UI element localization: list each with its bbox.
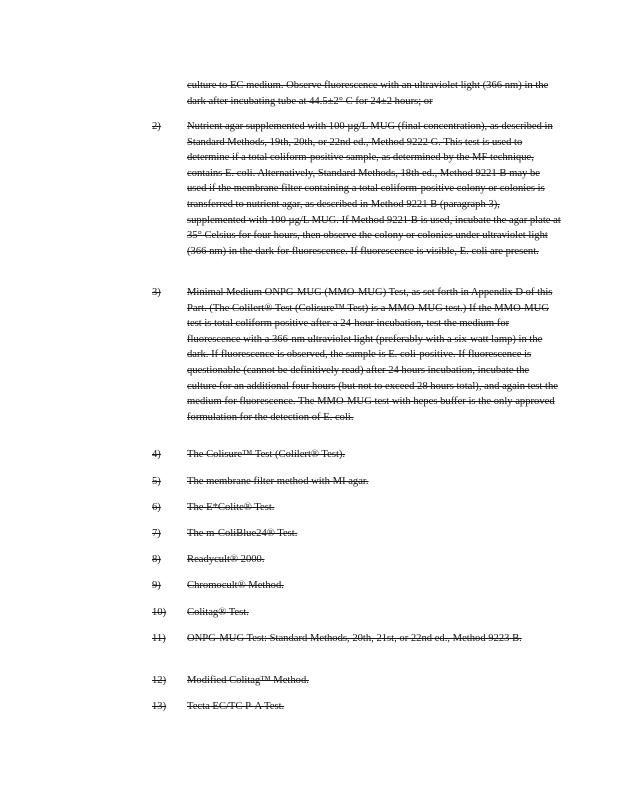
item-number: 10) [152, 607, 167, 618]
item-text: Readycult® 2000. [187, 554, 265, 565]
item-text: The m-ColiBlue24® Test. [187, 528, 298, 539]
item-number: 3) [152, 287, 161, 298]
item-text: Tecta EC/TC P-A Test. [187, 701, 285, 712]
item-text: Nutrient agar supplemented with 100 µg/L MUG (final concentration), as described in Standard Methods, 19th, 20th, or 22nd ed., Method 9222 G. This test is used to determine if a total coliform-positive sample, as determined by the MF technique, contains E. coli. Alternatively, Standard Methods, 18th ed., Method 9221 B may be used if the membrane filter containing a total coliform-positive colony or colonies is transferred to nutrient agar, as described in Method 9221 B (paragraph 3), supplemented with 100 µg/L MUG. If Method 9221 B is used, incubate the agar plate at 35° Celsius for four hours, then observe the colony or colonies under ultraviolet light (366 nm) in the dark for fluorescence. If fluorescence is visible, E. coli are present. [187, 121, 561, 257]
item-number: 13) [152, 701, 167, 712]
item-number: 2) [152, 121, 161, 132]
item-number: 8) [152, 554, 161, 565]
item-text: The membrane filter method with MI agar. [187, 476, 369, 487]
item-text: Modified Colitag™ Method. [187, 675, 309, 686]
item-number: 7) [152, 528, 161, 539]
item-text: The E*Colite® Test. [187, 502, 275, 513]
item-number: 4) [152, 449, 161, 460]
item-number: 6) [152, 502, 161, 513]
item-text: The Colisure™ Test (Colilert® Test). [187, 449, 346, 460]
item-text: Chromocult® Method. [187, 580, 284, 591]
item-number: 5) [152, 476, 161, 487]
item-text: Minimal Medium ONPG-MUG (MMO-MUG) Test, as set forth in Appendix D of this Part. (The Colilert® Test (Colisure™ Test) is a MMO-MUG test.) If the MMO-MUG test is total coliform positive after a 24-hour incubation, test the medium for fluorescence with a 366-nm ultraviolet light (preferably with a six-watt lamp) in the dark. If fluorescence is observed, the sample is E. coli-positive. If fluorescence is questionable (cannot be definitively read) after 24 hours incubation, incubate the culture for an additional four hours (but not to exceed 28 hours total), and again test the medium for fluorescence. The MMO-MUG test with hepes buffer is the only approved formulation for the detection of E. coli. [187, 287, 558, 423]
continuation-paragraph: culture to EC medium. Observe fluorescence with an ultraviolet light (366 nm) in the dark after incubating tube at 44.5±2° C for 24±2 hours; or [187, 80, 549, 107]
item-number: 9) [152, 580, 161, 591]
item-number: 11) [152, 633, 166, 644]
item-text: Colitag® Test. [187, 607, 249, 618]
item-number: 12) [152, 675, 167, 686]
item-text: ONPG-MUG Test: Standard Methods, 20th, 21st, or 22nd ed., Method 9223 B. [187, 633, 522, 644]
